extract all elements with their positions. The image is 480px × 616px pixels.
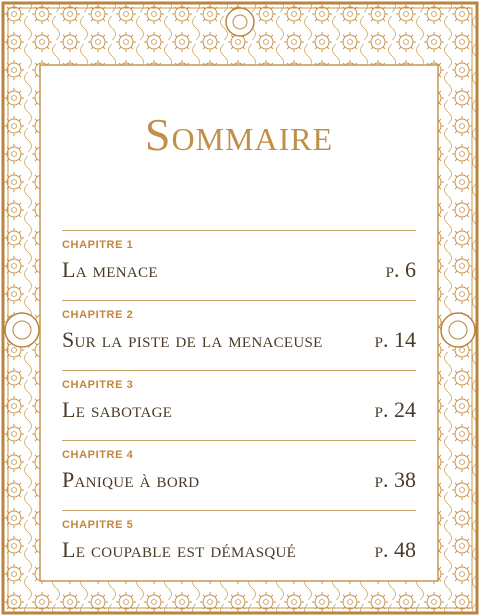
chapter-title: Le sabotage	[62, 397, 173, 422]
toc-entry-5[interactable]	[62, 510, 416, 580]
chapter-page: p. 6	[385, 257, 416, 282]
chapter-label: CHAPITRE 1	[62, 239, 134, 251]
toc-entry-2[interactable]	[62, 300, 416, 370]
chapter-page: p. 24	[374, 397, 416, 422]
toc-entry-4[interactable]	[62, 440, 416, 510]
chapter-page: p. 38	[374, 467, 416, 492]
chapter-title: Panique à bord	[62, 467, 200, 492]
toc-entry-3[interactable]	[62, 370, 416, 440]
chapter-label: CHAPITRE 5	[62, 519, 134, 531]
chapter-title: La menace	[62, 257, 158, 282]
chapter-label: CHAPITRE 3	[62, 379, 134, 391]
chapter-label: CHAPITRE 2	[62, 309, 134, 321]
page-title: Sommaire	[144, 109, 334, 160]
toc-entry-1[interactable]	[62, 230, 416, 300]
chapter-label: CHAPITRE 4	[62, 449, 134, 461]
table-of-contents	[62, 230, 416, 580]
chapter-page: p. 48	[374, 537, 416, 562]
chapter-title: Sur la piste de la menaceuse	[62, 327, 323, 352]
chapter-page: p. 14	[374, 327, 416, 352]
chapter-title: Le coupable est démasqué	[62, 537, 297, 562]
